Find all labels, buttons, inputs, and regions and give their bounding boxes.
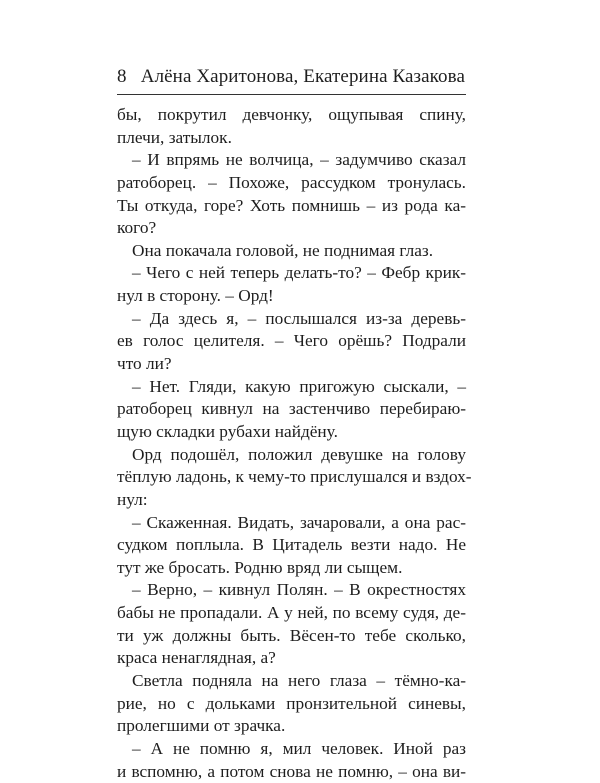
text-line: Светла подняла на него глаза – тёмно-ка- (132, 671, 466, 691)
text-line: Ты откуда, горе? Хоть помнишь – из рода ка- (117, 195, 466, 215)
text-line: щую складки рубахи найдёну. (117, 421, 338, 441)
text-line: бы, покрутил девчонку, ощупывая спину, (117, 105, 466, 124)
text-line: Орд подошёл, положил девушке на голову (132, 444, 466, 464)
text-line: пролегшими от зрачка. (117, 716, 286, 736)
text-line: ратоборец. – Похоже, рассудком тронулась. (117, 172, 466, 192)
text-line: – И впрямь не волчица, – задумчиво сказал (132, 150, 466, 170)
text-line: нул в сторону. – Орд! (117, 286, 274, 306)
text-line: Она покачала головой, не поднимая глаз. (132, 240, 434, 260)
text-line: ратоборец кивнул на застенчиво перебираю- (117, 399, 466, 419)
text-line: рие, но с дольками пронзительной синевы, (117, 693, 466, 713)
text-line: и вспомню, а потом снова не помню, – она ви- (117, 761, 466, 781)
running-head (117, 66, 465, 88)
text-line: плечи, затылок. (117, 127, 232, 147)
page-number: 8 (117, 66, 127, 87)
body-text (117, 104, 472, 783)
text-line: – Чего с ней теперь делать-то? – Фебр крик- (132, 263, 466, 283)
text-line: – Верно, – кивнул Полян. – В окрестностях (132, 580, 466, 600)
text-line: краса ненаглядная, а? (117, 648, 276, 668)
text-line: ев голос целителя. – Чего орёшь? Подрали (117, 331, 466, 351)
text-line: нул: (117, 489, 148, 509)
text-line: тёплую ладонь, к чему-то прислушался и вздох- (117, 467, 472, 487)
text-line: судком поплыла. В Цитадель везти надо. Не (117, 535, 466, 555)
running-title: Алёна Харитонова, Екатерина Казакова (140, 66, 465, 87)
header-rule (117, 94, 466, 95)
text-line: – А не помню я, мил человек. Иной раз (132, 738, 466, 758)
text-line: бабы не пропадали. А у ней, по всему судя, де- (117, 603, 466, 623)
text-line: что ли? (117, 354, 172, 374)
text-line: тут же бросать. Родню вряд ли сыщем. (117, 557, 403, 577)
text-line: ти уж должны быть. Вёсен-то тебе сколько, (117, 625, 466, 645)
text-line: – Нет. Гляди, какую пригожую сыскали, – (132, 376, 466, 396)
text-line: – Да здесь я, – послышался из-за деревь- (132, 308, 466, 328)
text-line: кого? (117, 218, 157, 238)
text-line: – Скаженная. Видать, зачаровали, а она рас- (132, 512, 466, 532)
